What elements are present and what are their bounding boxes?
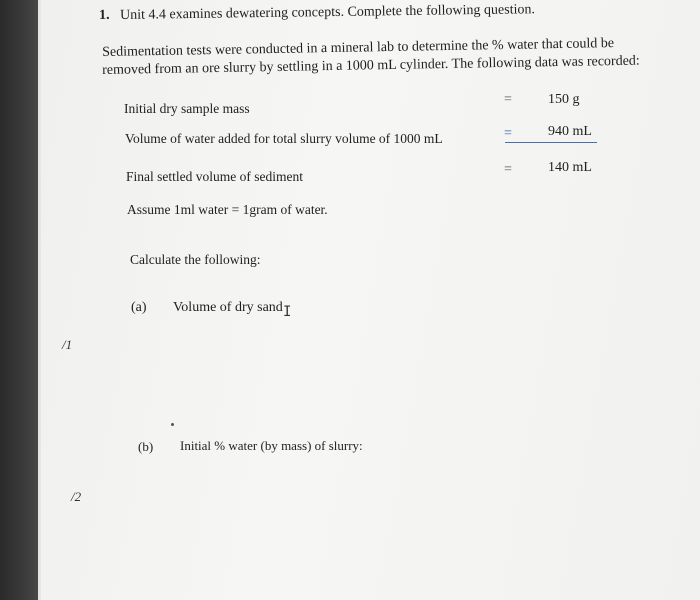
equals-sign: =	[504, 162, 512, 177]
data-label-dry-mass: Initial dry sample mass	[124, 101, 250, 116]
stray-dot	[171, 423, 174, 426]
assumption-note: Assume 1ml water = 1gram of water.	[127, 202, 328, 217]
page-left-edge	[38, 0, 41, 600]
text-cursor-icon: I	[283, 304, 292, 320]
mark-allocation-a: /1	[62, 337, 73, 352]
mark-allocation-b: /2	[71, 489, 82, 504]
calculate-heading: Calculate the following:	[130, 252, 261, 267]
intro-line-1: Sedimentation tests were conducted in a mineral lab to determine the % water that could be	[102, 36, 615, 60]
equals-sign: =	[504, 126, 512, 141]
question-title: Unit 4.4 examines dewatering concepts. Complete the following question.	[120, 2, 536, 23]
part-b-question: Initial % water (by mass) of slurry:	[180, 438, 363, 453]
data-value-settled-volume: 140 mL	[548, 160, 592, 175]
intro-line-2: removed from an ore slurry by settling in a 1000 mL cylinder. The following data was recorded:	[102, 53, 640, 78]
part-a-question: Volume of dry sand	[173, 300, 283, 315]
data-label-water-added: Volume of water added for total slurry volume of 1000 mL	[125, 131, 443, 146]
data-value-water-added: 940 mL	[548, 124, 592, 139]
part-b-letter: (b)	[138, 439, 154, 454]
page-left-shadow	[0, 0, 40, 600]
question-number: 1.	[99, 7, 110, 23]
equals-sign: =	[504, 92, 512, 107]
data-label-settled-volume: Final settled volume of sediment	[126, 169, 303, 184]
data-value-dry-mass: 150 g	[548, 92, 580, 107]
part-a-letter: (a)	[131, 300, 147, 315]
value-underline	[505, 142, 597, 143]
